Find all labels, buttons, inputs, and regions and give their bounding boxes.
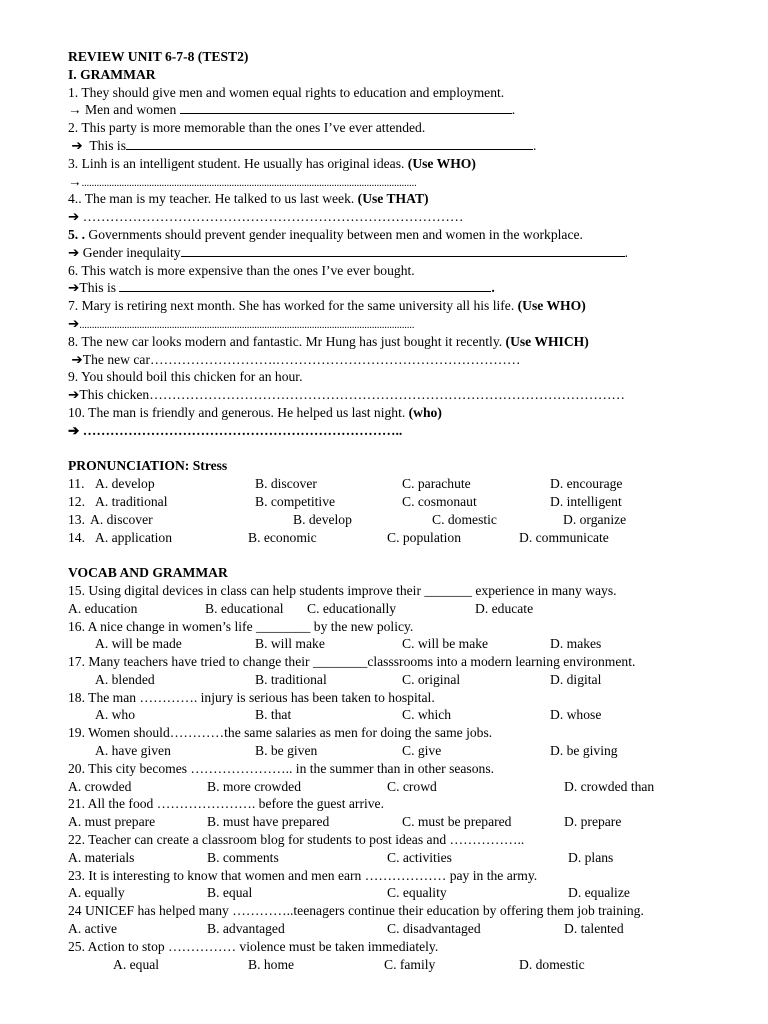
option-b[interactable]: B. educational xyxy=(205,600,284,616)
question-hint: (who) xyxy=(408,404,442,420)
question-number: 13. xyxy=(68,511,85,527)
vocab-question-19: 19. Women should…………the same salaries as men for doing the same jobs. xyxy=(68,725,493,741)
option-c[interactable]: C. cosmonaut xyxy=(402,493,477,509)
vocab-heading: VOCAB AND GRAMMAR xyxy=(68,565,228,581)
question-hint: (Use WHICH) xyxy=(505,333,589,349)
vocab-options-22 xyxy=(68,849,758,867)
vocab-question-17: 17. Many teachers have tried to change their ________classsrooms into a modern learning environment. xyxy=(68,654,636,670)
question-5 xyxy=(68,226,758,244)
option-c[interactable]: C. parachute xyxy=(402,476,471,492)
option-d[interactable]: D. digital xyxy=(550,671,602,687)
question-hint: (Use THAT) xyxy=(357,191,429,207)
question-hint: (Use WHO) xyxy=(407,155,476,171)
pronunciation-heading: PRONUNCIATION: Stress xyxy=(68,458,228,474)
option-b[interactable]: B. discover xyxy=(255,476,317,492)
vocab-options-24 xyxy=(68,920,758,938)
answer-prefix: This is xyxy=(86,137,126,153)
answer-line-3[interactable] xyxy=(68,173,758,191)
option-d[interactable]: D. be giving xyxy=(550,743,618,759)
answer-line-1[interactable] xyxy=(68,101,758,119)
option-d[interactable]: D. intelligent xyxy=(550,493,622,509)
question-number: 11. xyxy=(68,476,85,492)
answer-suffix: . xyxy=(533,137,537,153)
vocab-options-23 xyxy=(68,884,758,902)
answer-line-8[interactable] xyxy=(68,351,758,369)
question-4 xyxy=(68,190,758,208)
grammar-heading: I. GRAMMAR xyxy=(68,66,156,82)
option-c[interactable]: C. original xyxy=(402,671,461,687)
question-number: 12. xyxy=(68,493,85,509)
option-a[interactable]: A. crowded xyxy=(68,778,132,794)
answer-dots[interactable]: …………………………………………………………………………………………… xyxy=(149,387,626,403)
vocab-options-21 xyxy=(68,813,758,831)
question-text: Governments should prevent gender inequality between men and women in the workplace. xyxy=(85,226,583,242)
option-a[interactable]: A. traditional xyxy=(95,493,168,509)
arrow-icon: ➔ xyxy=(68,422,80,438)
vocab-question-21: 21. All the food …………………. before the guest arrive. xyxy=(68,796,384,812)
answer-prefix: → xyxy=(68,173,82,189)
vocab-question-24: 24 UNICEF has helped many …………..teenagers continue their education by offering them job training. xyxy=(68,903,644,919)
answer-prefix: This chicken xyxy=(79,387,150,403)
option-a[interactable]: A. discover xyxy=(90,511,153,527)
question-10 xyxy=(68,404,758,422)
question-number: 14. xyxy=(68,529,85,545)
answer-line-4[interactable] xyxy=(68,208,758,226)
answer-suffix: . xyxy=(491,280,495,296)
option-a[interactable]: A. equal xyxy=(113,956,160,972)
answer-prefix: → Men and women xyxy=(68,102,180,118)
answer-line-2[interactable] xyxy=(68,137,758,155)
option-b[interactable]: B. home xyxy=(248,956,295,972)
vocab-options-19 xyxy=(68,742,758,760)
question-8 xyxy=(68,333,758,351)
vocab-question-15: 15. Using digital devices in class can help students improve their _______ experience in many ways. xyxy=(68,582,617,598)
section-gap xyxy=(68,440,758,458)
question-1: 1. They should give men and women equal rights to education and employment. xyxy=(68,84,505,100)
option-c[interactable]: C. give xyxy=(402,743,442,759)
question-text: 7. Mary is retiring next month. She has worked for the same university all his life. xyxy=(68,298,518,314)
option-a[interactable]: A. application xyxy=(95,529,173,545)
arrow-icon: ➔ xyxy=(71,137,83,153)
option-a[interactable]: A. must prepare xyxy=(68,814,156,830)
answer-suffix: . xyxy=(624,244,628,260)
pron-question-12 xyxy=(68,493,758,511)
worksheet-title: REVIEW UNIT 6-7-8 (TEST2) xyxy=(68,49,249,64)
option-b[interactable]: B. be given xyxy=(255,743,318,759)
option-d[interactable]: D. organize xyxy=(563,511,627,527)
option-b[interactable]: B. equal xyxy=(207,885,253,901)
question-2: 2. This party is more memorable than the ones I’ve ever attended. xyxy=(68,120,426,136)
answer-blank[interactable] xyxy=(119,279,491,292)
option-b[interactable]: B. more crowded xyxy=(207,778,301,794)
option-b[interactable]: B. must have prepared xyxy=(207,814,330,830)
option-b[interactable]: B. advantaged xyxy=(207,921,285,937)
pron-question-14 xyxy=(68,529,758,547)
answer-line-9[interactable] xyxy=(68,386,758,404)
option-a[interactable]: A. materials xyxy=(68,849,135,865)
option-d[interactable]: D. educate xyxy=(475,600,534,616)
vocab-question-22: 22. Teacher can create a classroom blog for students to post ideas and …………….. xyxy=(68,832,525,848)
vocab-question-16: 16. A nice change in women’s life ________ by the new policy. xyxy=(68,618,414,634)
option-b[interactable]: B. will make xyxy=(255,636,325,652)
answer-blank[interactable] xyxy=(126,137,533,150)
option-c[interactable]: C. will be make xyxy=(402,636,489,652)
option-b[interactable]: B. competitive xyxy=(255,493,336,509)
answer-line-10[interactable] xyxy=(68,422,758,440)
vocab-options-20 xyxy=(68,778,758,796)
option-a[interactable]: A. develop xyxy=(95,476,155,492)
option-a[interactable]: A. have given xyxy=(95,743,171,759)
question-hint: (Use WHO) xyxy=(517,298,586,314)
arrow-icon: ➔ xyxy=(68,244,80,260)
pron-question-11 xyxy=(68,475,758,493)
question-7 xyxy=(68,297,758,315)
question-text: 3. Linh is an intelligent student. He usually has original ideas. xyxy=(68,155,408,171)
question-text: 8. The new car looks modern and fantastic. Mr Hung has just bought it recently. xyxy=(68,333,506,349)
option-a[interactable]: A. blended xyxy=(95,671,155,687)
option-c[interactable]: C. must be prepared xyxy=(402,814,512,830)
option-a[interactable]: A. equally xyxy=(68,885,125,901)
answer-dots[interactable]: ...................................................................................................................................... xyxy=(81,177,417,189)
pron-question-13 xyxy=(68,511,758,529)
answer-dots[interactable]: ……………………….……………………………………………… xyxy=(149,351,521,367)
vocab-question-18: 18. The man …………. injury is serious has been taken to hospital. xyxy=(68,689,435,705)
option-d[interactable]: D. plans xyxy=(568,849,614,865)
arrow-icon: ➔ xyxy=(68,280,80,296)
vocab-question-20: 20. This city becomes ………………….. in the summer than in other seasons. xyxy=(68,760,495,776)
answer-dots[interactable]: ………………………………………………………………………… xyxy=(82,209,464,225)
option-b[interactable]: B. economic xyxy=(248,529,317,545)
option-d[interactable]: D. prepare xyxy=(564,814,622,830)
vocab-options-15 xyxy=(68,600,758,618)
vocab-question-23: 23. It is interesting to know that women and men earn ……………… pay in the army. xyxy=(68,867,538,883)
option-b[interactable]: B. develop xyxy=(293,511,352,527)
answer-prefix: The new car xyxy=(82,351,150,367)
answer-line-6[interactable] xyxy=(68,279,758,297)
question-9: 9. You should boil this chicken for an hour. xyxy=(68,369,303,385)
option-c[interactable]: C. educationally xyxy=(307,600,397,616)
answer-blank[interactable] xyxy=(181,244,625,257)
vocab-options-18 xyxy=(68,706,758,724)
question-text: 4.. The man is my teacher. He talked to us last week. xyxy=(68,191,358,207)
option-a[interactable]: A. will be made xyxy=(95,636,182,652)
arrow-icon: ➔ xyxy=(68,209,80,225)
option-d[interactable]: D. talented xyxy=(564,921,624,937)
section-gap xyxy=(68,546,758,564)
option-b[interactable]: B. comments xyxy=(207,849,279,865)
option-d[interactable]: D. communicate xyxy=(519,529,609,545)
option-a[interactable]: A. active xyxy=(68,921,118,937)
option-d[interactable]: D. crowded than xyxy=(564,778,655,794)
arrow-icon: ➔ xyxy=(71,351,83,367)
answer-prefix: Gender inequlaity xyxy=(79,244,181,260)
answer-prefix: This is xyxy=(79,280,120,296)
vocab-options-25 xyxy=(68,956,758,974)
option-c[interactable]: C. family xyxy=(384,956,436,972)
option-c[interactable]: C. which xyxy=(402,707,452,723)
option-a[interactable]: A. education xyxy=(68,600,138,616)
arrow-icon: ➔ xyxy=(68,387,80,403)
option-a[interactable]: A. who xyxy=(95,707,136,723)
option-d[interactable]: D. equalize xyxy=(568,885,630,901)
option-b[interactable]: B. traditional xyxy=(255,671,327,687)
arrow-icon: ➔ xyxy=(68,315,80,331)
question-3 xyxy=(68,155,758,173)
answer-blank[interactable] xyxy=(180,101,512,114)
vocab-question-25: 25. Action to stop …………… violence must be taken immediately. xyxy=(68,938,439,954)
worksheet-page xyxy=(68,48,758,973)
option-c[interactable]: C. equality xyxy=(387,885,447,901)
option-c[interactable]: C. domestic xyxy=(432,511,497,527)
option-d[interactable]: D. domestic xyxy=(519,956,585,972)
question-text: 10. The man is friendly and generous. He helped us last night. xyxy=(68,404,409,420)
answer-suffix: . xyxy=(511,102,516,118)
vocab-options-17 xyxy=(68,671,758,689)
option-d[interactable]: D. encourage xyxy=(550,476,623,492)
answer-line-5[interactable] xyxy=(68,244,758,262)
answer-dots[interactable]: …………………………………………………………….. xyxy=(82,422,403,438)
option-c[interactable]: C. disadvantaged xyxy=(387,921,481,937)
option-d[interactable]: D. makes xyxy=(550,636,602,652)
option-d[interactable]: D. whose xyxy=(550,707,602,723)
option-c[interactable]: C. population xyxy=(387,529,462,545)
vocab-options-16 xyxy=(68,635,758,653)
question-6: 6. This watch is more expensive than the ones I’ve ever bought. xyxy=(68,262,415,278)
answer-line-7[interactable] xyxy=(68,315,758,333)
option-b[interactable]: B. that xyxy=(255,707,292,723)
option-c[interactable]: C. crowd xyxy=(387,778,437,794)
question-number: 5. . xyxy=(68,226,85,242)
option-c[interactable]: C. activities xyxy=(387,849,452,865)
answer-dots[interactable]: ...................................................................................................................................... xyxy=(79,319,415,331)
